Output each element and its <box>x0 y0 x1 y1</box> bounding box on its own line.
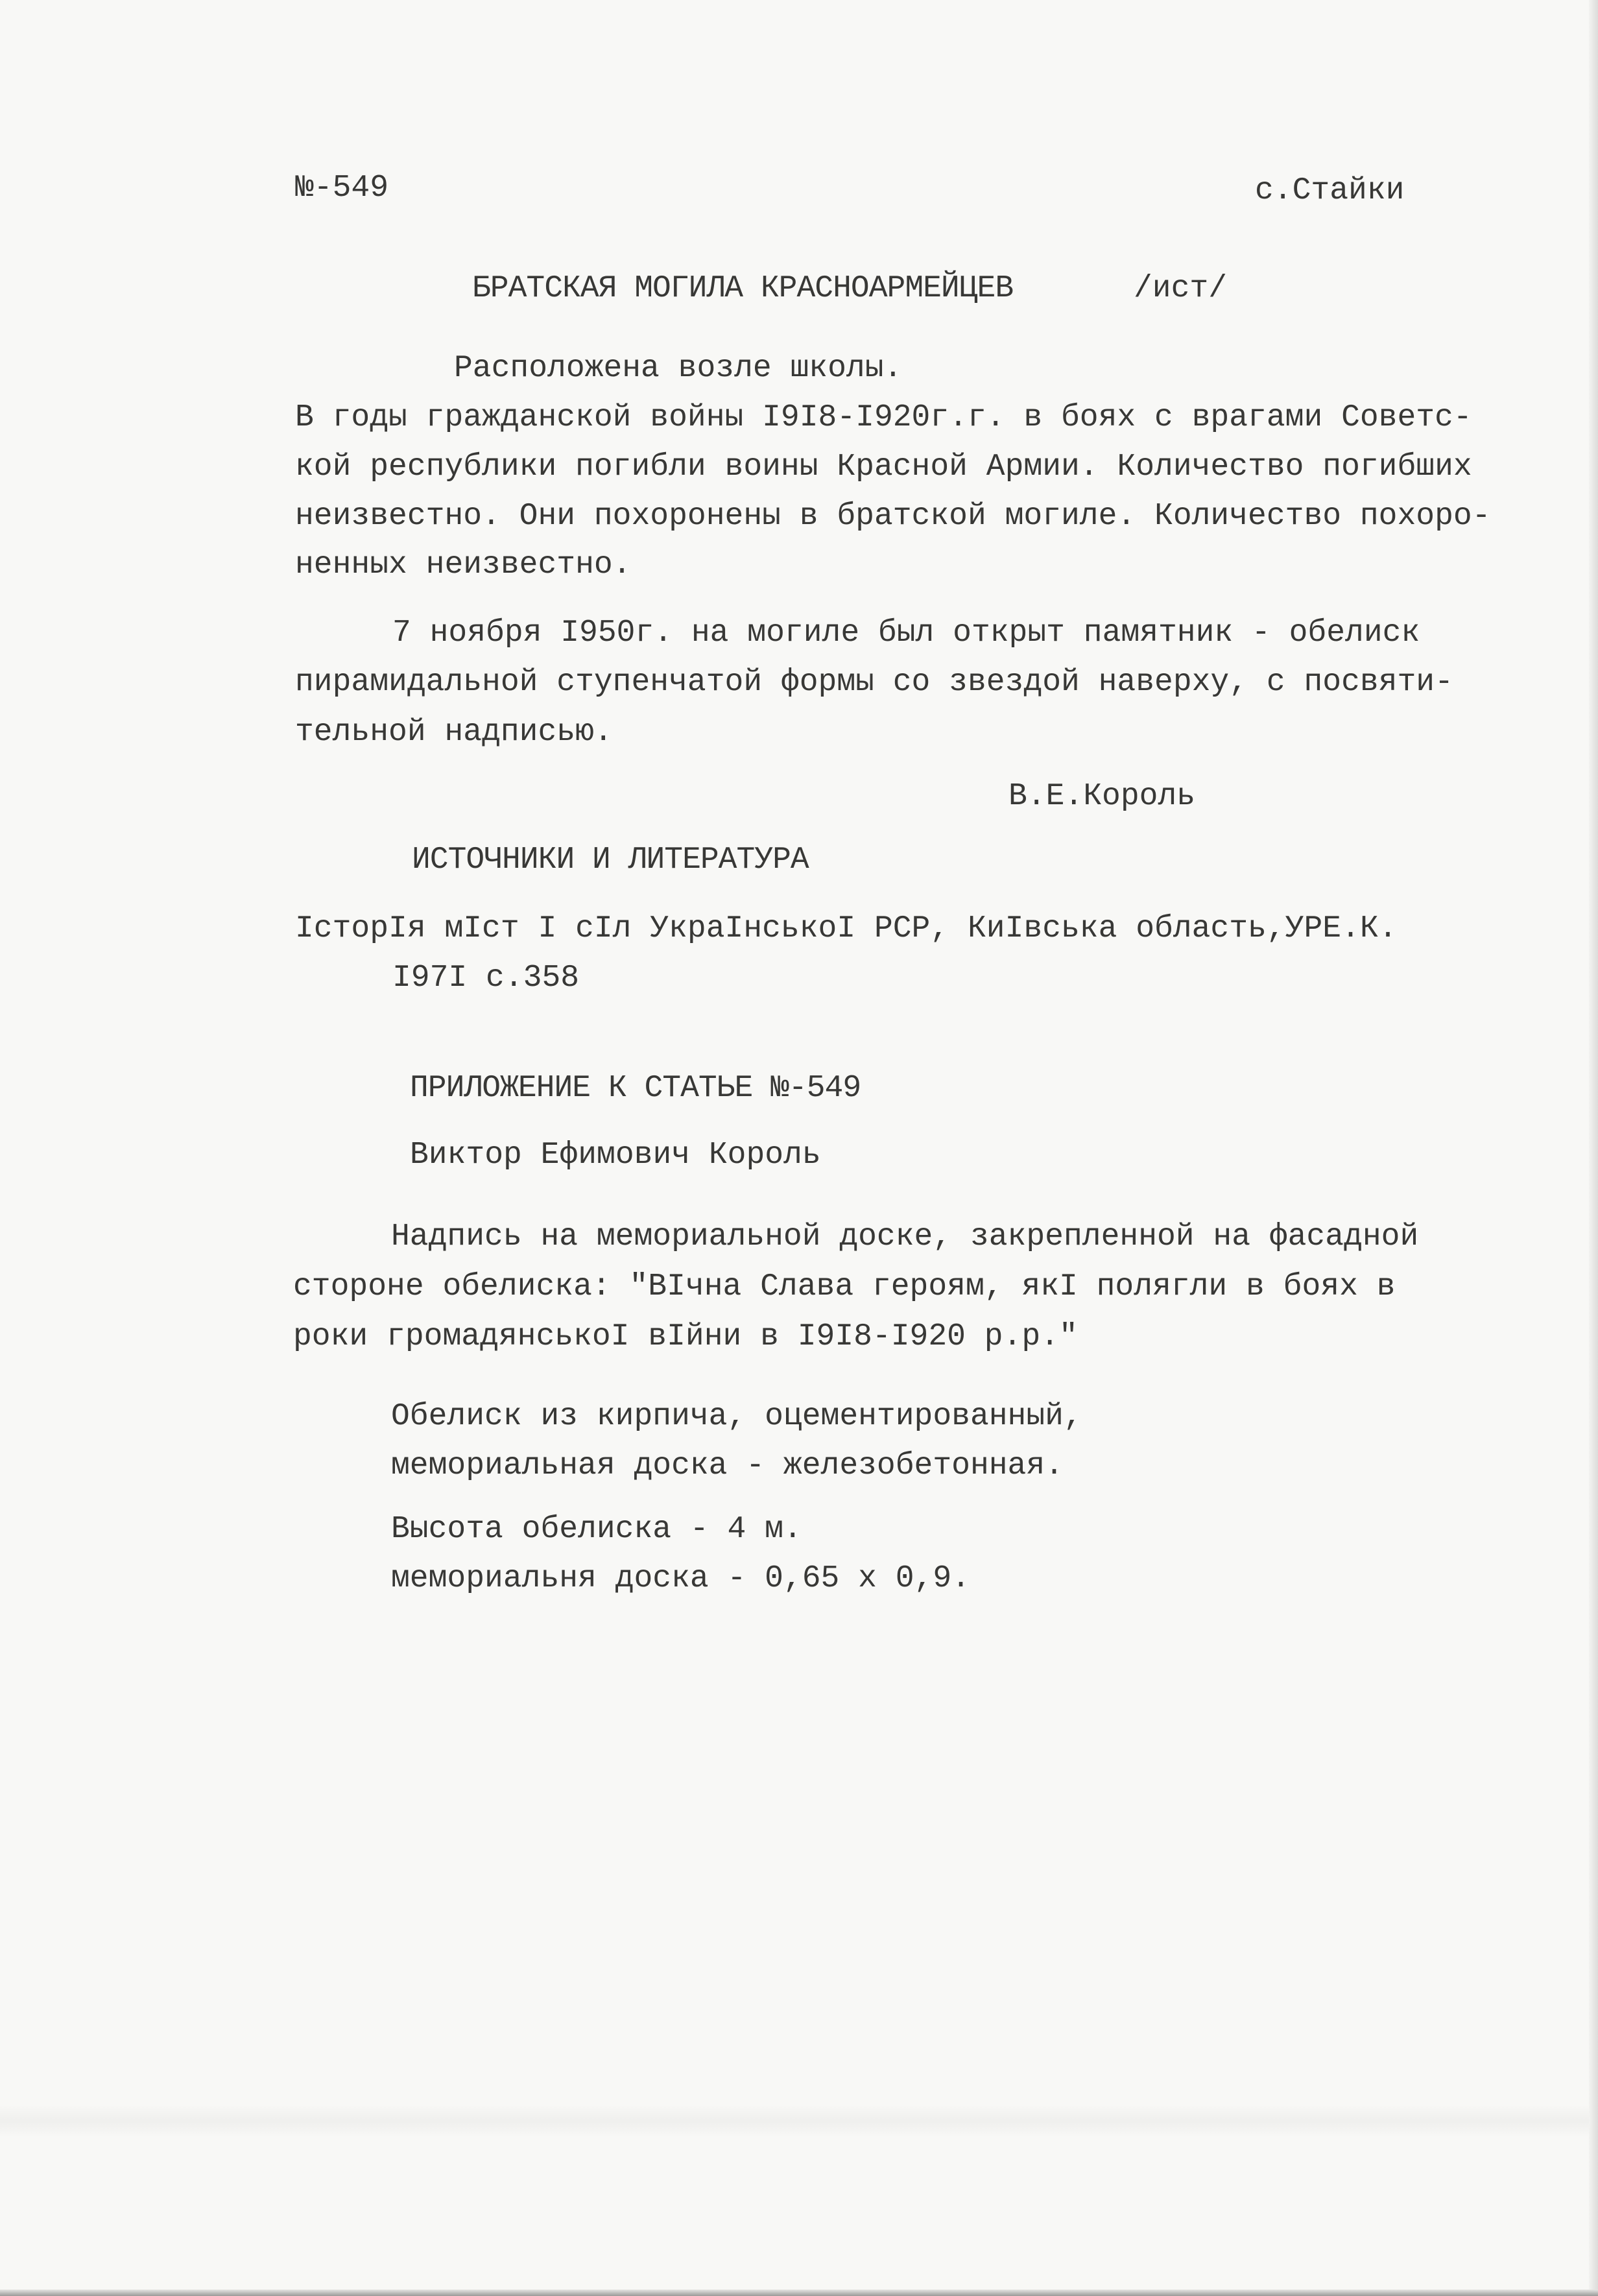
location-line: Расположена возле школы. <box>454 351 903 386</box>
article-title-tag: /ист/ <box>1134 271 1228 306</box>
appendix-author: Виктор Ефимович Король <box>410 1138 821 1173</box>
inscription-line: Надпись на мемориальной доске, закрепленной на фасадной <box>391 1219 1419 1254</box>
dimension-line: Высота обелиска - 4 м. <box>391 1512 802 1547</box>
sources-heading: ИСТОЧНИКИ И ЛИТЕРАТУРА <box>412 843 809 878</box>
inscription-line: роки громадянськоІ вІйни в I9I8-I920 р.р." <box>293 1319 1078 1354</box>
paper-fold-shadow <box>0 2105 1598 2137</box>
source-entry-line: ІсторІя мІст І сІл УкраІнськоІ РСР, КиІвська область,УРЕ.К. <box>295 911 1398 946</box>
dimension-line: мемориальня доска - 0,65 х 0,9. <box>391 1561 970 1596</box>
material-line: Обелиск из кирпича, оцементированный, <box>391 1399 1082 1434</box>
village-name: с.Стайки <box>1255 173 1405 208</box>
paragraph1-line: В годы гражданской войны I9I8-I920г.г. в боях с врагами Советс- <box>295 400 1472 435</box>
paragraph2-line: пирамидальной ступенчатой формы со звездой наверху, с посвяти- <box>295 665 1453 700</box>
paragraph2-line: тельной надписью. <box>295 715 613 750</box>
paragraph1-line: кой республики погибли воины Красной Армии. Количество погибших <box>295 449 1472 484</box>
paragraph2-line: 7 ноября I950г. на могиле был открыт памятник - обелиск <box>392 616 1420 651</box>
material-line: мемориальная доска - железобетонная. <box>391 1448 1064 1483</box>
article-title: БРАТСКАЯ МОГИЛА КРАСНОАРМЕЙЦЕВ <box>472 271 1014 306</box>
appendix-heading: ПРИЛОЖЕНИЕ К СТАТЬЕ №-549 <box>410 1071 861 1106</box>
paper-edge-bottom <box>0 2290 1598 2296</box>
paragraph1-line: неизвестно. Они похоронены в братской могиле. Количество похоро- <box>295 499 1491 534</box>
source-entry-line: I97I с.358 <box>392 961 580 996</box>
author-signature: В.Е.Король <box>1008 779 1196 814</box>
paragraph1-line: ненных неизвестно. <box>295 547 632 582</box>
article-number: №-549 <box>295 171 389 206</box>
paper-edge-right <box>1589 0 1598 2296</box>
inscription-line: стороне обелиска: "ВІчна Слава героям, якІ полягли в боях в <box>293 1269 1396 1304</box>
